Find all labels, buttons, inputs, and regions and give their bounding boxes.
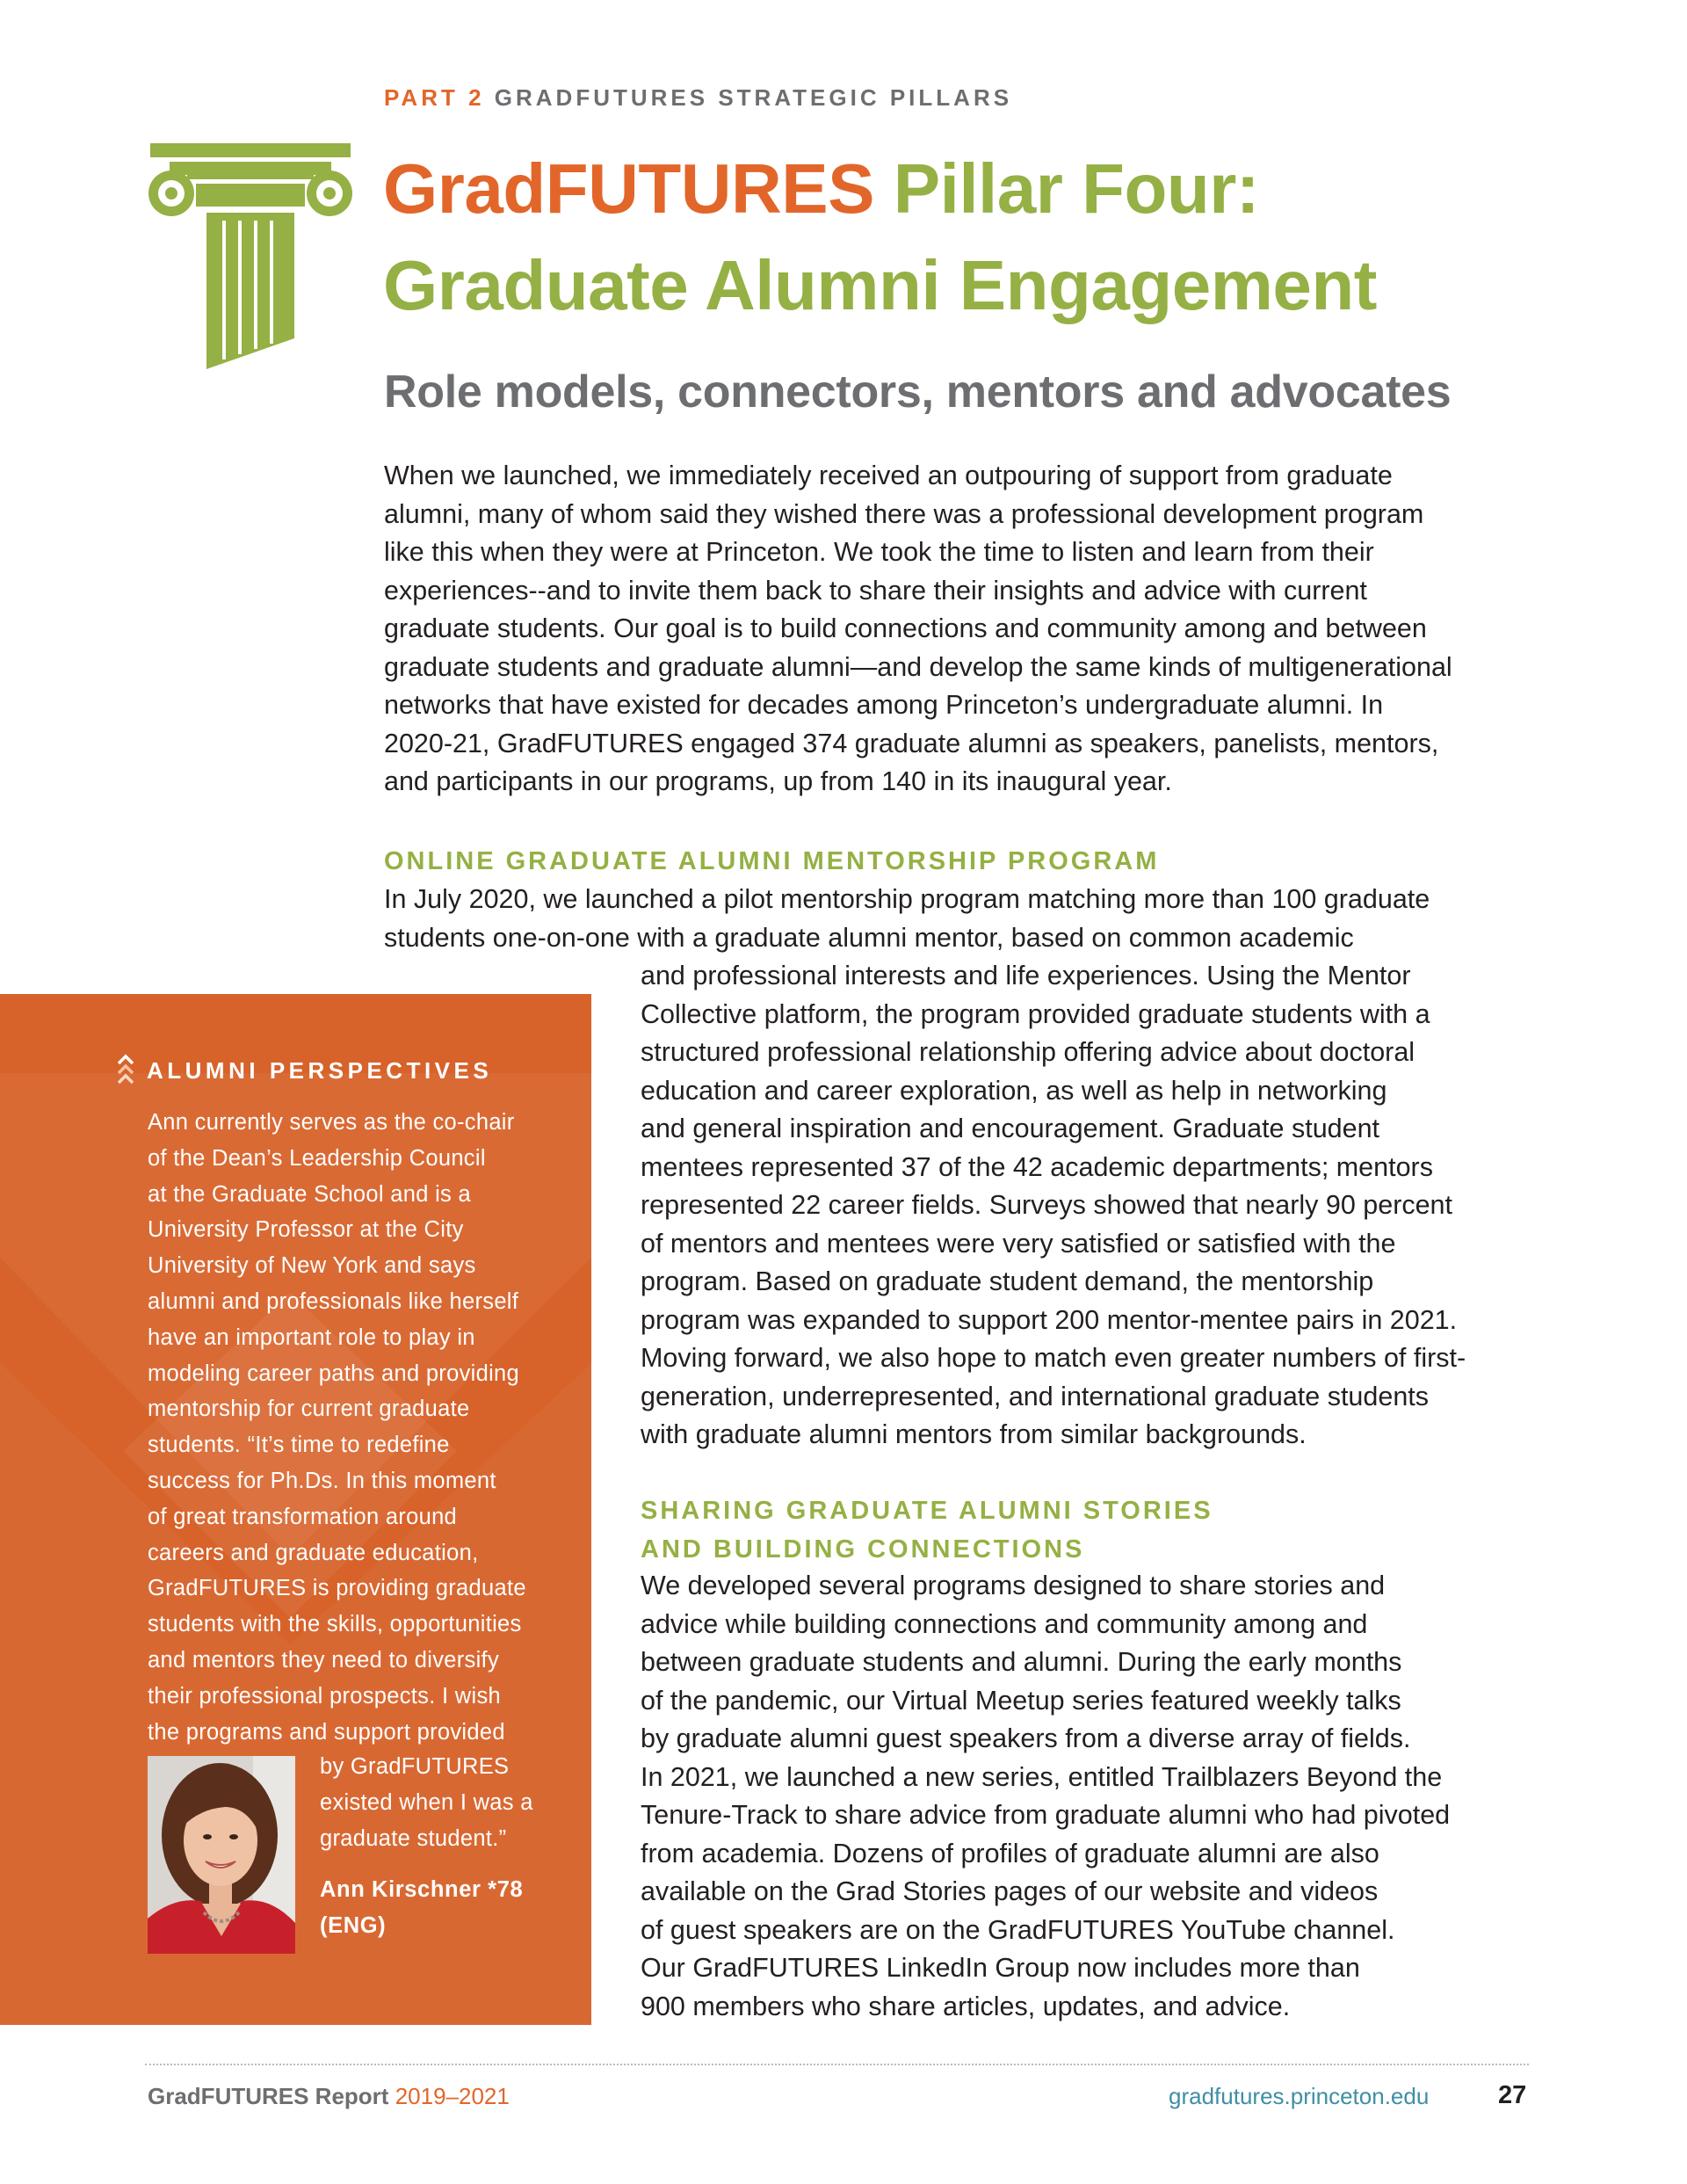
attribution-dept: (ENG): [320, 1912, 387, 1938]
stories-heading-line: AND BUILDING CONNECTIONS: [641, 1535, 1085, 1564]
sidebar-line: the programs and support provided: [148, 1719, 505, 1745]
stories-line: by graduate alumni guest speakers from a diverse array of fields.: [641, 1723, 1411, 1753]
stories-line: Tenure-Track to share advice from graduate alumni who had pivoted: [641, 1800, 1451, 1830]
sidebar-line: graduate student.”: [320, 1825, 507, 1851]
sidebar-line: by GradFUTURES: [320, 1754, 510, 1779]
page-subtitle: Role models, connectors, mentors and advocates: [384, 366, 1452, 417]
mentorship-line: and professional interests and life experiences. Using the Mentor: [641, 961, 1411, 990]
intro-line: networks that have existed for decades among Princeton’s undergraduate alumni. In: [384, 690, 1384, 720]
mentorship-line: education and career exploration, as well as help in networking: [641, 1075, 1387, 1106]
mentorship-line: of mentors and mentees were very satisfied or satisfied with the: [641, 1228, 1396, 1259]
intro-line: alumni, many of whom said they wished there was a professional development program: [384, 498, 1424, 529]
intro-paragraph: [384, 457, 1452, 802]
stories-line: Our GradFUTURES LinkedIn Group now includes more than: [641, 1953, 1360, 1983]
sidebar-heading: ALUMNI PERSPECTIVES: [147, 1057, 493, 1084]
stories-line: We developed several programs designed to share stories and: [641, 1571, 1386, 1600]
intro-line: 2020-21, GradFUTURES engaged 374 graduate alumni as speakers, panelists, mentors,: [384, 728, 1439, 758]
sidebar-quote: [148, 1105, 526, 1750]
mentorship-line: generation, underrepresented, and international graduate students: [641, 1381, 1430, 1411]
report-name: GradFUTURES Report: [148, 2083, 389, 2109]
mentorship-paragraph-full: [384, 881, 1430, 957]
sidebar-line: modeling career paths and providing: [148, 1360, 520, 1386]
chevron-up-icon: [117, 1051, 134, 1086]
portrait-photo: [148, 1756, 295, 1954]
stories-line: available on the Grad Stories pages of our website and videos: [641, 1876, 1379, 1906]
stories-line: 900 members who share articles, updates, and advice.: [641, 1991, 1291, 2021]
intro-line: graduate students. Our goal is to build connections and community among and between: [384, 613, 1427, 643]
intro-line: graduate students and graduate alumni—and develop the same kinds of multigenerational: [384, 651, 1452, 682]
section-label: GRADFUTURES STRATEGIC PILLARS: [494, 84, 1013, 111]
mentorship-line: program. Based on graduate student demand, the mentorship: [641, 1266, 1374, 1296]
footer-divider: [145, 2064, 1529, 2065]
mentorship-line: with graduate alumni mentors from similar backgrounds.: [641, 1419, 1307, 1449]
sidebar-line: careers and graduate education,: [148, 1540, 479, 1565]
page-number: 27: [1498, 2081, 1527, 2109]
sidebar-line: University Professor at the City: [148, 1217, 464, 1243]
mentorship-line: mentees represented 37 of the 42 academic departments; mentors: [641, 1151, 1433, 1182]
sidebar-line: students with the skills, opportunities: [148, 1612, 522, 1637]
intro-line: like this when they were at Princeton. We took the time to listen and learn from their: [384, 537, 1374, 567]
mentorship-line: Moving forward, we also hope to match even greater numbers of first-: [641, 1343, 1466, 1373]
mentorship-line: represented 22 career fields. Surveys showed that nearly 90 percent: [641, 1190, 1452, 1220]
stories-line: of the pandemic, our Virtual Meetup series featured weekly talks: [641, 1685, 1401, 1716]
sidebar-line: of great transformation around: [148, 1504, 458, 1529]
sidebar-line: existed when I was a: [320, 1789, 533, 1815]
section-kicker: [384, 84, 1012, 112]
stories-line: advice while building connections and community among and: [641, 1608, 1368, 1639]
mentorship-line: In July 2020, we launched a pilot mentorship program matching more than 100 graduate: [384, 884, 1430, 914]
sidebar-line: GradFUTURES is providing graduate: [148, 1576, 526, 1601]
pillar-icon: [145, 143, 356, 369]
footer-report-title: [148, 2083, 510, 2110]
sidebar-line: Ann currently serves as the co-chair: [148, 1110, 515, 1135]
page-title: [383, 141, 1377, 334]
mentorship-line: and general inspiration and encouragement. Graduate student: [641, 1114, 1380, 1143]
sidebar-line: their professional prospects. I wish: [148, 1683, 501, 1709]
sidebar-line: students. “It’s time to redefine: [148, 1433, 450, 1458]
stories-heading: [641, 1491, 1213, 1569]
sidebar-line: have an important role to play in: [148, 1324, 475, 1350]
mentorship-line: Collective platform, the program provided graduate students with a: [641, 998, 1430, 1029]
attribution-name: Ann Kirschner *78: [320, 1877, 524, 1902]
mentorship-line: students one-on-one with a graduate alumni mentor, based on common academic: [384, 922, 1354, 953]
mentorship-line: structured professional relationship offering advice about doctoral: [641, 1037, 1415, 1067]
stories-heading-line: SHARING GRADUATE ALUMNI STORIES: [641, 1497, 1213, 1525]
mentorship-heading: ONLINE GRADUATE ALUMNI MENTORSHIP PROGRAM: [384, 847, 1160, 875]
title-rest: Pillar Four:: [874, 149, 1259, 228]
sidebar-quote-end: [320, 1749, 533, 1856]
sidebar-line: success for Ph.Ds. In this moment: [148, 1468, 496, 1493]
mentorship-line: program was expanded to support 200 mentor-mentee pairs in 2021.: [641, 1304, 1458, 1335]
stories-line: In 2021, we launched a new series, entitled Trailblazers Beyond the: [641, 1761, 1443, 1792]
intro-line: and participants in our programs, up from 140 in its inaugural year.: [384, 766, 1172, 796]
sidebar-line: mentorship for current graduate: [148, 1397, 470, 1422]
title-brand: GradFUTURES: [383, 149, 874, 228]
part-label: PART 2: [384, 84, 485, 111]
stories-line: of guest speakers are on the GradFUTURES YouTube channel.: [641, 1914, 1395, 1945]
website-link[interactable]: gradfutures.princeton.edu: [1169, 2083, 1430, 2109]
sidebar-line: alumni and professionals like herself: [148, 1288, 519, 1314]
sidebar-line: at the Graduate School and is a: [148, 1181, 471, 1207]
mentorship-paragraph-narrow: [641, 957, 1466, 1455]
stories-line: from academia. Dozens of profiles of graduate alumni are also: [641, 1838, 1379, 1868]
intro-line: When we launched, we immediately received an outpouring of support from graduate: [384, 461, 1393, 490]
intro-line: experiences--and to invite them back to share their insights and advice with current: [384, 575, 1367, 606]
stories-paragraph: [641, 1567, 1450, 2026]
sidebar-line: and mentors they need to diversify: [148, 1647, 499, 1672]
title-line-2: Graduate Alumni Engagement: [383, 246, 1377, 324]
report-years: 2019–2021: [395, 2083, 510, 2109]
stories-line: between graduate students and alumni. During the early months: [641, 1647, 1402, 1677]
sidebar-line: of the Dean’s Leadership Council: [148, 1145, 486, 1171]
sidebar-line: University of New York and says: [148, 1253, 476, 1279]
quote-attribution: [320, 1872, 523, 1944]
